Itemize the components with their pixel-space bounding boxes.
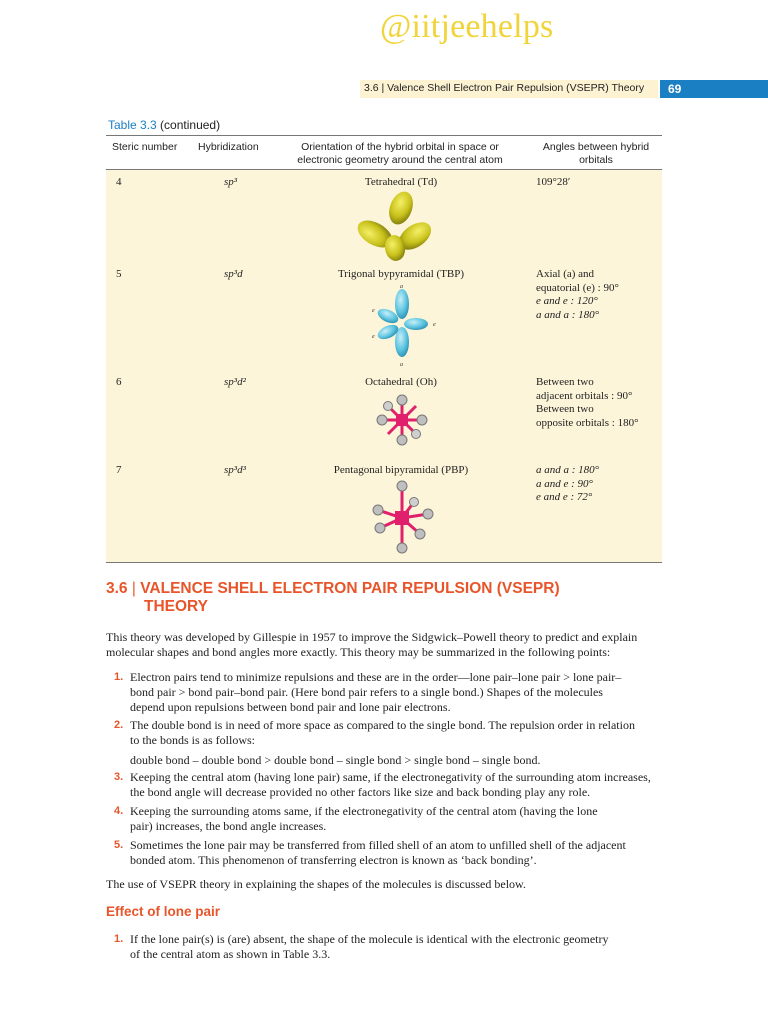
tetrahedral-orbital-diagram xyxy=(351,190,437,262)
axial-label: a xyxy=(400,362,403,368)
section-heading: 3.6 | VALENCE SHELL ELECTRON PAIR REPULSION (VSEPR) THEORY xyxy=(106,580,560,615)
row-steric: 7 xyxy=(116,464,122,476)
subsection-heading: Effect of lone pair xyxy=(106,904,221,919)
outro-paragraph: The use of VSEPR theory in explaining the shapes of the molecules is discussed below. xyxy=(106,877,526,891)
equatorial-label: e xyxy=(433,322,436,328)
header-steric: Steric number xyxy=(112,141,178,153)
intro-paragraph: This theory was developed by Gillespie in 1957 to improve the Sidgwick–Powell theory to predict and explain molecular shapes and bond angles more exactly. This theory may be summarized in the following points: xyxy=(106,630,638,659)
row-steric: 6 xyxy=(116,376,122,388)
section-number: 3.6 xyxy=(106,580,128,597)
table-caption xyxy=(108,118,220,132)
trigonal-bipyramidal-orbital-diagram xyxy=(364,282,440,368)
row-angles: 109°28′ xyxy=(536,176,571,188)
table-header xyxy=(106,136,662,170)
row-hybridization: sp³d xyxy=(224,268,243,280)
table-label: Table 3.3 xyxy=(108,118,157,132)
row-hybridization: sp³ xyxy=(224,176,238,188)
watermark: @iitjeehelps xyxy=(380,8,554,45)
row-angles: Axial (a) and equatorial (e) : 90° e and e : 120° a and a : 180° xyxy=(536,268,619,321)
table-continued: (continued) xyxy=(160,118,221,132)
header-hybridization: Hybridization xyxy=(198,141,259,153)
header-angles: Angles between hybrid orbitals xyxy=(542,141,650,166)
row-geometry: Pentagonal bipyramidal (PBP) xyxy=(333,464,469,476)
table-3-3 xyxy=(106,135,662,563)
axial-label: a xyxy=(400,284,403,290)
equatorial-label: e xyxy=(372,308,375,314)
row-geometry: Octahedral (Oh) xyxy=(365,376,437,388)
equatorial-label: e xyxy=(372,334,375,340)
row-geometry: Tetrahedral (Td) xyxy=(364,176,438,188)
row-hybridization: sp³d³ xyxy=(224,464,246,476)
octahedral-model-diagram xyxy=(374,394,430,446)
pentagonal-bipyramidal-model-diagram xyxy=(362,480,442,556)
running-header xyxy=(360,80,768,98)
row-steric: 4 xyxy=(116,176,122,188)
row-angles: a and a : 180° a and e : 90° e and e : 72° xyxy=(536,464,600,503)
repulsion-order: double bond – double bond > double bond – single bond > single bond – single bond. xyxy=(130,753,541,767)
row-geometry: Trigonal bypyramidal (TBP) xyxy=(337,268,465,280)
row-angles: Between two adjacent orbitals : 90° Between two opposite orbitals : 180° xyxy=(536,376,639,429)
running-header-text: 3.6 | Valence Shell Electron Pair Repulsion (VSEPR) Theory xyxy=(364,82,645,94)
page-number: 69 xyxy=(660,80,768,98)
row-hybridization: sp³d² xyxy=(224,376,246,388)
row-steric: 5 xyxy=(116,268,122,280)
header-orientation: Orientation of the hybrid orbital in space or electronic geometry around the central atom xyxy=(297,141,503,166)
